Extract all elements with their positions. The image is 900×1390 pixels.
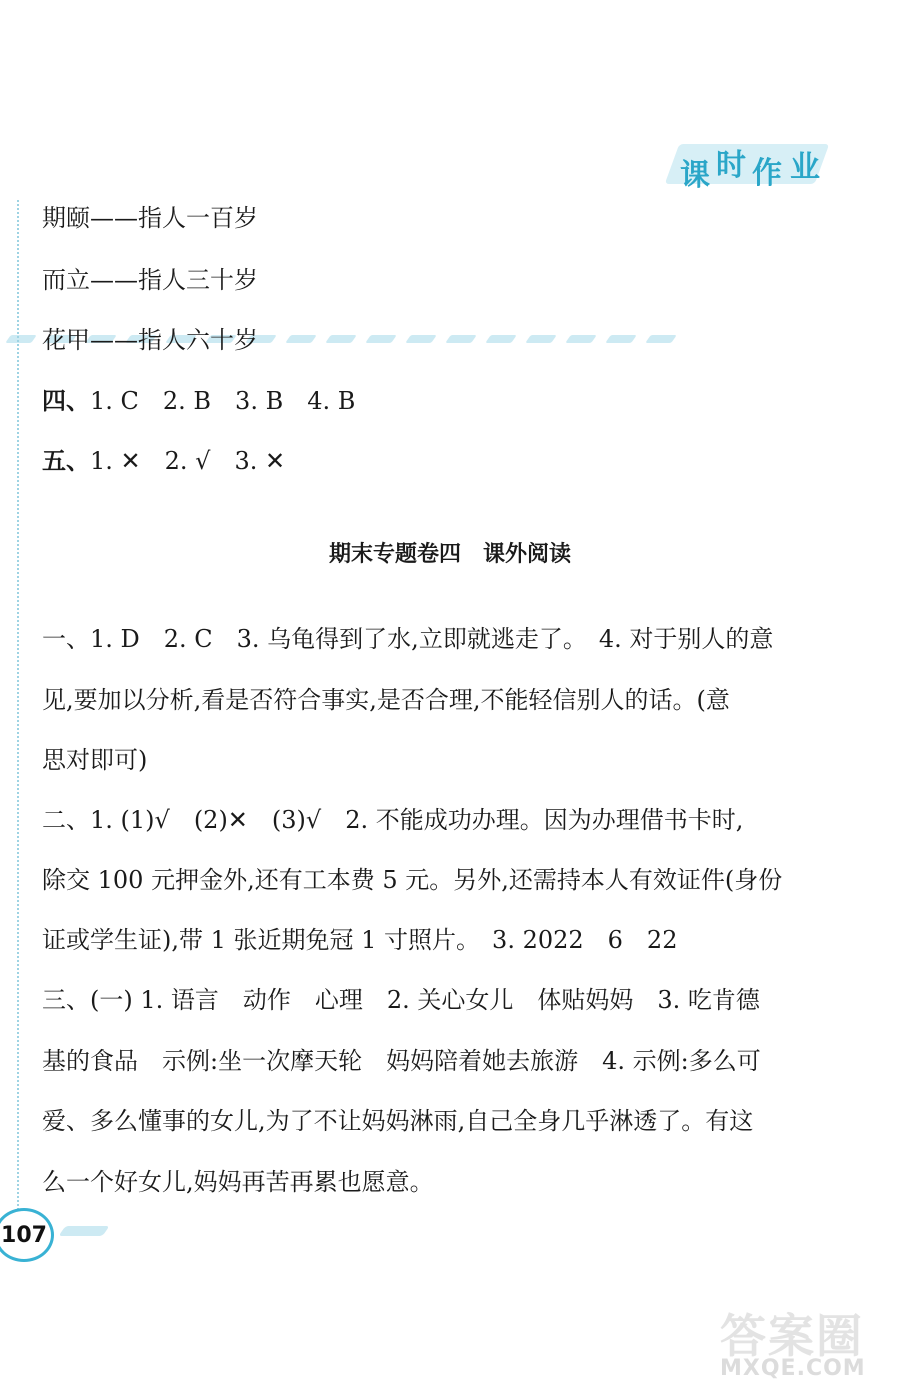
body-line-5: 除交 100 元押金外,还有工本费 5 元。另外,还需持本人有效证件(身份 <box>42 866 783 894</box>
brand-char-4: 业 <box>790 150 820 185</box>
header-decoration <box>0 160 700 186</box>
answer-section-4 <box>42 386 355 416</box>
body-line-2: 见,要加以分析,看是否符合事实,是否合理,不能轻信别人的话。(意 <box>42 686 730 714</box>
answer-section-5 <box>42 446 285 476</box>
footer-decoration <box>58 1226 109 1236</box>
brand-char-2: 时 <box>716 148 746 183</box>
brand-char-1: 课 <box>680 158 710 193</box>
body-line-7: 三、(一) 1. 语言 动作 心理 2. 关心女儿 体贴妈妈 3. 吃肯德 <box>42 986 760 1014</box>
body-line-8: 基的食品 示例:坐一次摩天轮 妈妈陪着她去旅游 4. 示例:多么可 <box>42 1047 761 1075</box>
margin-rule <box>17 200 19 1210</box>
answer-line-3: 花甲——指人六十岁 <box>42 326 258 354</box>
page-number: 107 <box>0 1208 54 1262</box>
watermark <box>720 1300 900 1385</box>
body-line-9: 爱、多么懂事的女儿,为了不让妈妈淋雨,自己全身几乎淋透了。有这 <box>42 1107 754 1135</box>
section-title: 期末专题卷四 课外阅读 <box>328 542 571 567</box>
brand-char-3: 作 <box>752 156 782 191</box>
section-4-label: 四、 <box>42 387 90 415</box>
body-line-1: 一、1. D 2. C 3. 乌龟得到了水,立即就逃走了。 4. 对于别人的意 <box>42 625 774 653</box>
body-line-10: 么一个好女儿,妈妈再苦再累也愿意。 <box>42 1168 434 1196</box>
section-5-text: 1. ✕ 2. √ 3. ✕ <box>90 447 286 475</box>
watermark-url: MXQE.COM <box>720 1356 866 1381</box>
body-line-4: 二、1. (1)√ (2)✕ (3)√ 2. 不能成功办理。因为办理借书卡时, <box>42 806 744 834</box>
answer-line-1: 期颐——指人一百岁 <box>42 204 258 232</box>
body-line-6: 证或学生证),带 1 张近期免冠 1 寸照片。 3. 2022 6 22 <box>42 926 678 954</box>
section-4-text: 1. C 2. B 3. B 4. B <box>90 387 356 415</box>
section-5-label: 五、 <box>42 447 90 475</box>
answer-line-2: 而立——指人三十岁 <box>42 266 258 294</box>
body-line-3: 思对即可) <box>42 746 148 774</box>
brand-logo <box>672 138 832 193</box>
watermark-logo: 答案圈 <box>720 1309 864 1363</box>
